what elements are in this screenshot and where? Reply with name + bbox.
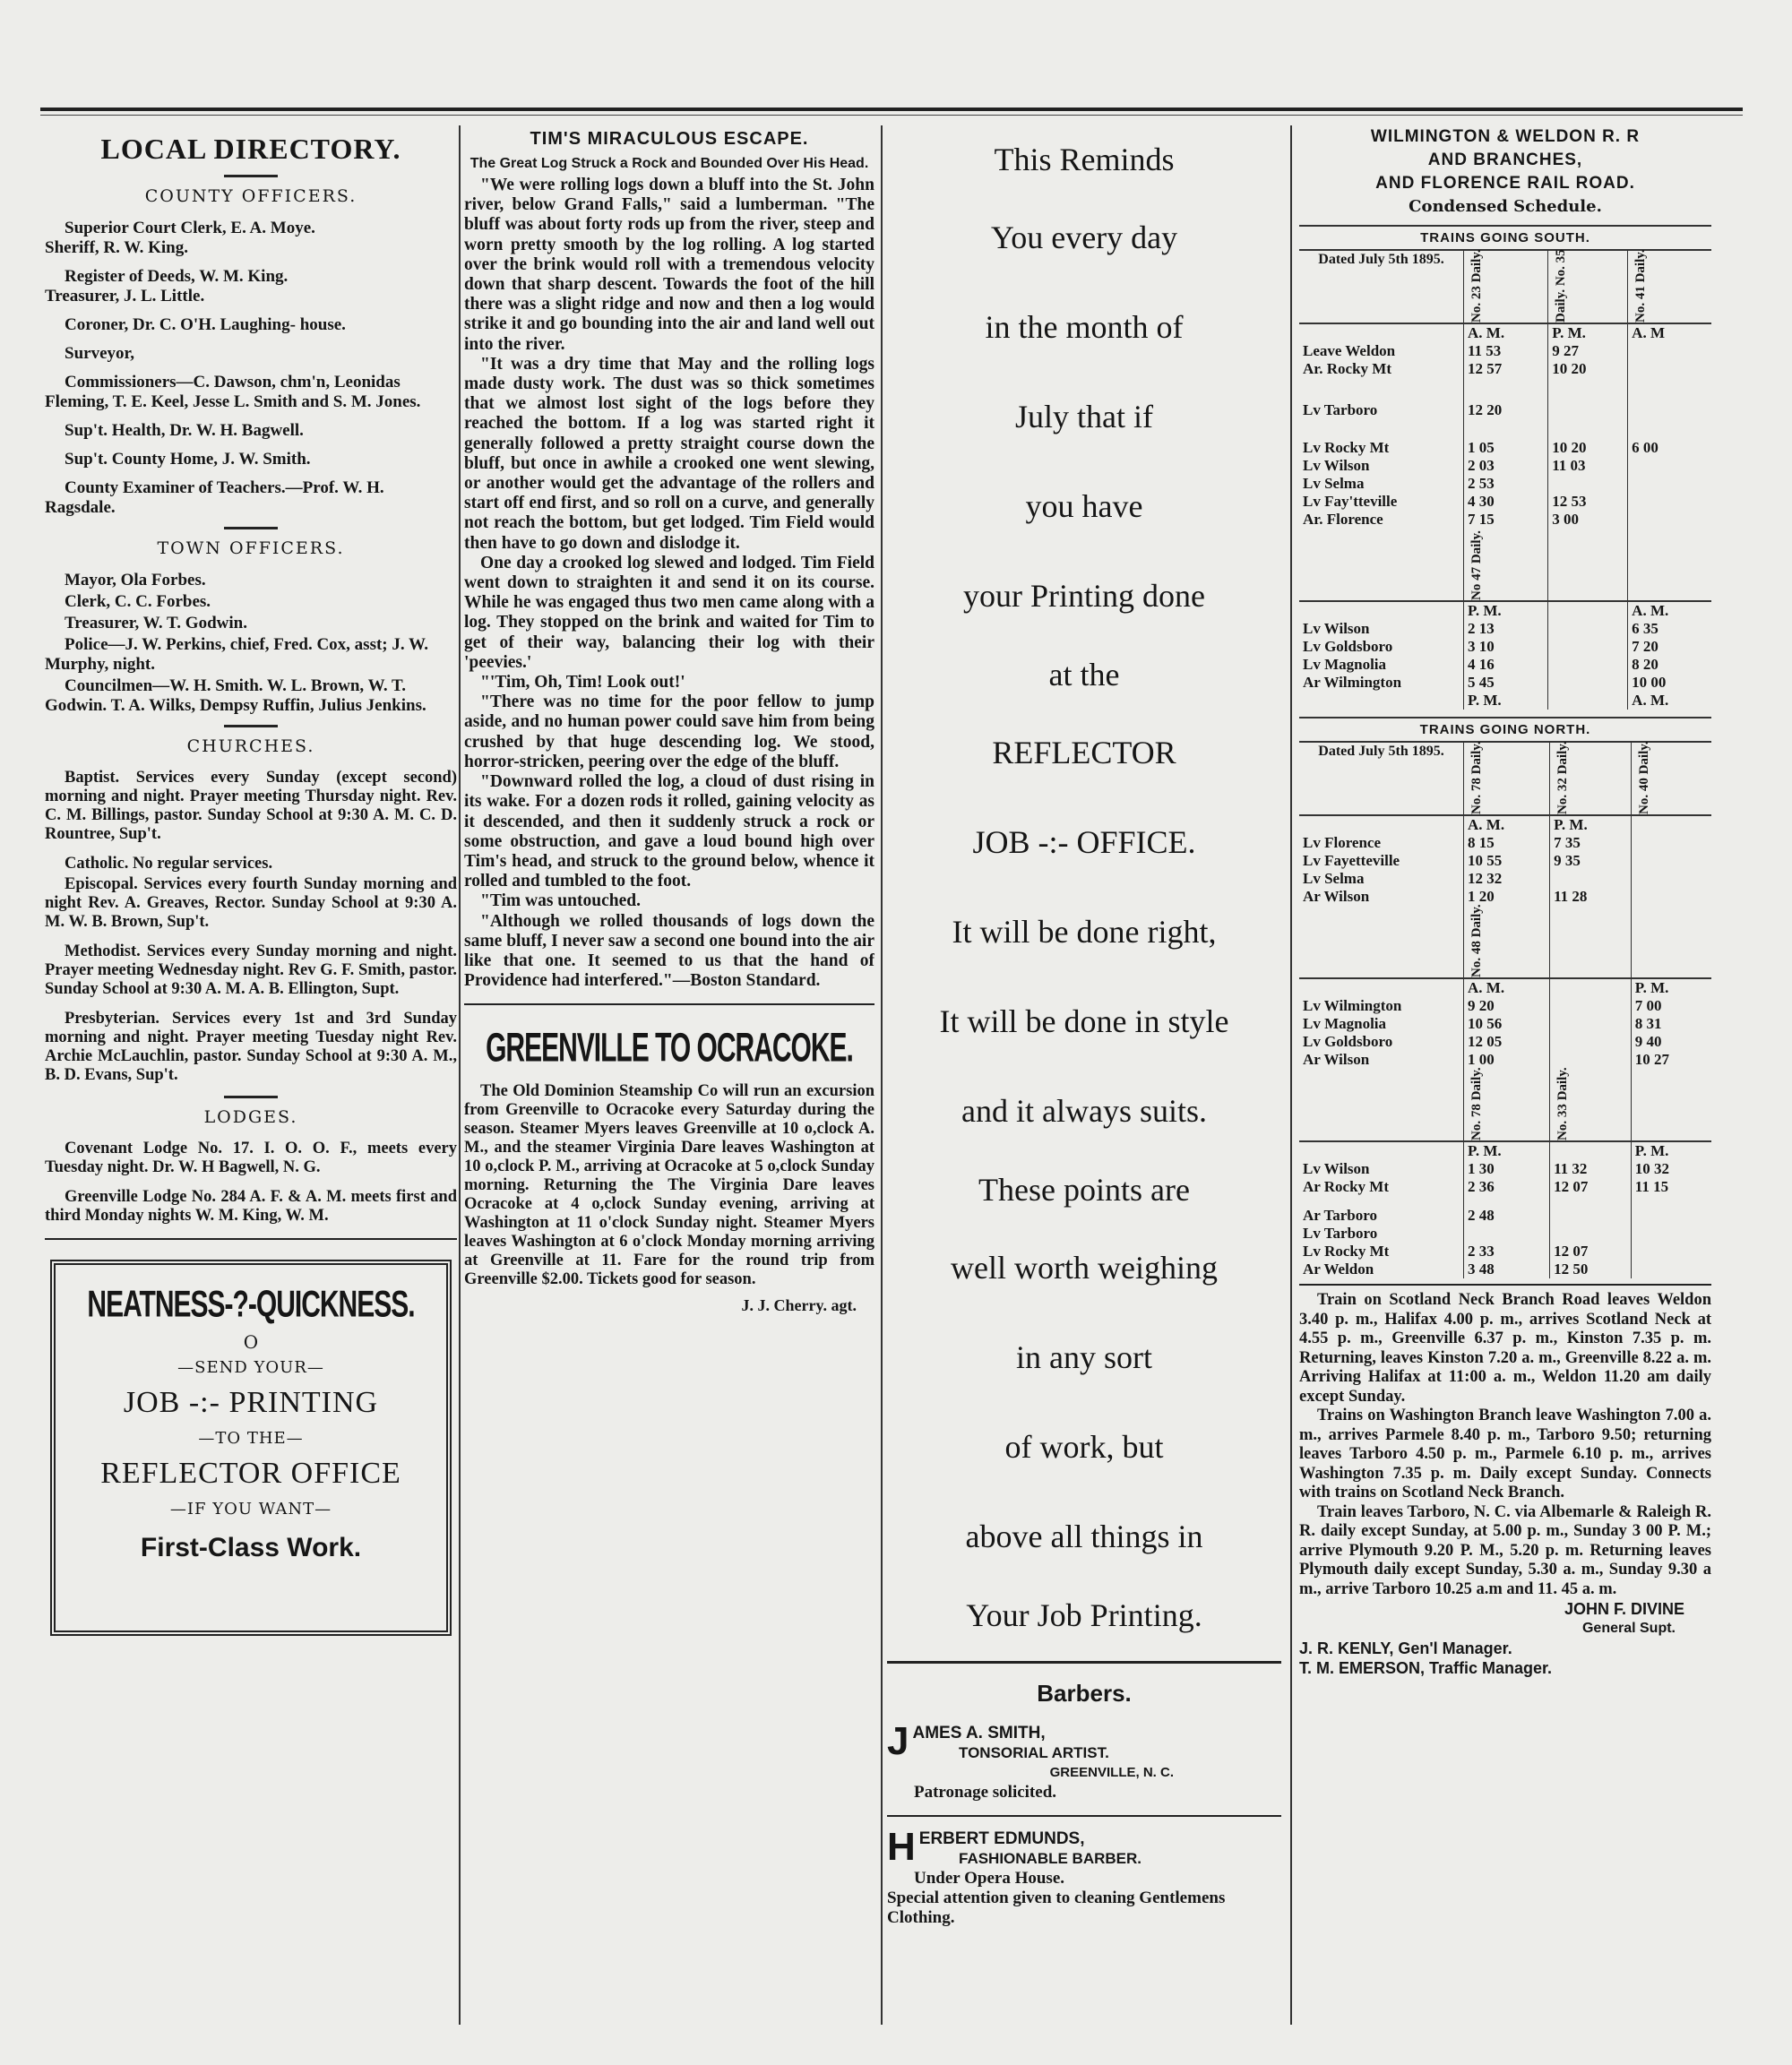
divider <box>1299 1284 1711 1286</box>
divider <box>887 1815 1281 1817</box>
column-divider-1 <box>459 125 461 2025</box>
county-entry: Superior Court Clerk, E. A. Moye. Sheriff, R. W. King. <box>45 219 315 257</box>
rr-note: Trains on Washington Branch leave Washington 7.00 a. m., arrives Parmele 8.40 p. m., Tarboro 9.50; returning leaves Tarboro 4.50 p. m., Parmele 6.10 p. m., arrives Washington 7.35 p. m. Daily except Sunday. Connects with trains on Scotland Neck Branch. <box>1299 1407 1711 1501</box>
table-row: Ar. Florence 7 15 3 00 <box>1299 511 1711 529</box>
table-row: Lv Wilmington 9 20 7 00 <box>1299 997 1711 1015</box>
divider <box>224 175 278 177</box>
table-row: Ar Wilmington 5 45 10 00 <box>1299 674 1711 692</box>
lodges-head: LODGES. <box>203 1107 298 1127</box>
reminder-line: at the <box>1048 656 1120 693</box>
reminder-column <box>887 125 1281 2025</box>
col-head: No. 40 Daily. <box>1631 743 1711 815</box>
ad-office: REFLECTOR OFFICE <box>100 1457 401 1490</box>
dated-cell: Dated July 5th 1895. <box>1299 743 1464 815</box>
table-row: Lv Tarboro <box>1299 1225 1711 1243</box>
table-row: Lv Fay'tteville 4 30 12 53 <box>1299 493 1711 511</box>
rr-signature: JOHN F. DIVINE <box>1564 1600 1684 1618</box>
reminder-line: in any sort <box>1016 1339 1152 1375</box>
table-row: Ar Wilson 1 00 10 27 <box>1299 1051 1711 1069</box>
trains-south-head: TRAINS GOING SOUTH. <box>1299 225 1711 251</box>
neatness-quickness-ad <box>50 1260 452 1636</box>
table-row: A. M. P. M. A. M <box>1299 323 1711 342</box>
table-row: Lv Goldsboro 3 10 7 20 <box>1299 638 1711 656</box>
table-row: P. M. A. M. <box>1299 692 1711 710</box>
table-row: Ar Rocky Mt 2 36 12 07 11 15 <box>1299 1178 1711 1196</box>
table-row: Lv Florence 8 15 7 35 <box>1299 834 1711 852</box>
reminder-line: above all things in <box>965 1519 1203 1554</box>
story-paragraph: One day a crooked log slewed and lodged. Tim Field went down to straighten it and send it on its course. While he was engaged thus two men came along with a log. They stopped on the brink and waited for Tim to get of their way, balancing their log with their 'peevies.' <box>464 553 874 672</box>
reminder-line: in the month of <box>985 309 1184 345</box>
divider <box>464 1003 874 1005</box>
town-officers-head: TOWN OFFICERS. <box>157 538 345 558</box>
table-row: A. M. P. M. <box>1299 978 1711 997</box>
top-rule <box>40 108 1743 111</box>
table-row: Ar Weldon 3 48 12 50 <box>1299 1261 1711 1278</box>
rr-title: AND BRANCHES, <box>1427 151 1583 169</box>
town-entry: Mayor, Ola Forbes. <box>65 571 206 589</box>
town-entry: Councilmen—W. H. Smith. W. L. Brown, W. T. Godwin. T. A. Wilks, Dempsy Ruffin, Julius Jenkins. <box>45 676 426 715</box>
story-subtitle: The Great Log Struck a Rock and Bounded Over His Head. <box>470 156 869 171</box>
edmunds-card: HERBERT EDMUNDS, FASHIONABLE BARBER. Under Opera House. Special attention given to cleaning Gentlemens Clothing. <box>887 1825 1226 1927</box>
table-row: Lv Rocky Mt 1 05 10 20 6 00 <box>1299 419 1711 457</box>
church-entry: Baptist. Services every Sunday (except second) morning and night. Prayer meeting Thursday night. Rev. C. M. Billings, pastor. Sunday School at 9:30 A. M. C. D. Rountree, Sup't. <box>45 769 457 843</box>
column-divider-3 <box>1290 125 1292 2025</box>
table-row: Lv Wilson 2 03 11 03 <box>1299 457 1711 475</box>
county-entry: Register of Deeds, W. M. King. Treasurer, J. L. Little. <box>45 267 289 305</box>
reminder-line: REFLECTOR <box>992 735 1176 770</box>
ad-first-class: First-Class Work. <box>140 1533 362 1562</box>
reminder-line: and it always suits. <box>961 1093 1207 1129</box>
col-head: Daily. No. 35 <box>1548 251 1628 323</box>
county-entry: Sup't. Health, Dr. W. H. Bagwell. <box>65 421 304 440</box>
table-row: Lv Selma 12 32 <box>1299 870 1711 888</box>
local-directory-column <box>45 125 457 2025</box>
story-paragraph: "'Tim, Oh, Tim! Look out!' <box>480 673 685 693</box>
reminder-line: your Printing done <box>963 578 1205 614</box>
col-head: No. 78 Daily. <box>1464 743 1550 815</box>
story-title: TIM'S MIRACULOUS ESCAPE. <box>530 129 809 149</box>
rr-subtitle: Condensed Schedule. <box>1409 197 1602 216</box>
rr-title: WILMINGTON & WELDON R. R <box>1370 127 1641 146</box>
col-head: No. 41 Daily. <box>1628 251 1711 323</box>
table-row: P. M. A. M. <box>1299 601 1711 620</box>
rr-signature-title: General Supt. <box>1581 1621 1676 1636</box>
story-paragraph: "It was a dry time that May and the rolling logs made dusty work. The dust was so thick sometimes that we almost lost sight of the logs before they reached the bottom. If a log was started right it generally followed a pretty straight course down the bluff, but once in awhile a crooked one went slewing, or another would get the advantage of the rollers and start off end first, and so roll on a curve, and generally not reach the bottom, but get lodged. Tim Field would then have to go down and dislodge it. <box>464 354 874 553</box>
ad-send: —SEND YOUR— <box>177 1358 324 1377</box>
story-column <box>464 125 874 2025</box>
rr-note: Train on Scotland Neck Branch Road leaves Weldon 3.40 p. m., Halifax 4.00 p. m., arrives Scotland Neck at 4.55 p. m., Greenville 6.37 p. m., Kinston 7.35 p. m. Returning, leaves Kinston 7.20 a. m., Greenville 8.22 a. m. Arriving Halifax at 11:00 a. m., Weldon 11.20 am daily except Sunday. <box>1299 1291 1711 1406</box>
ad-ornament: O <box>243 1331 259 1353</box>
table-row: Ar Tarboro 2 48 <box>1299 1196 1711 1225</box>
county-entry: County Examiner of Teachers.—Prof. W. H. Ragsdale. <box>45 478 384 517</box>
directory-title: LOCAL DIRECTORY. <box>100 133 401 165</box>
story-paragraph: "There was no time for the poor fellow to jump aside, and no human power could save him from being crushed by that huge descending log. We stood, horror-stricken, peering over the edge of the bluff. <box>464 693 874 771</box>
north-timetable <box>1299 743 1711 1278</box>
col-head: No. 23 Daily. <box>1464 251 1548 323</box>
reminder-line: July that if <box>1015 399 1153 435</box>
greenville-title: GREENVILLE TO OCRACOKE. <box>486 1026 853 1071</box>
table-row: Lv Tarboro 12 20 <box>1299 378 1711 419</box>
story-paragraph: "We were rolling logs down a bluff into the St. John river, below Grand Falls," said a lumberman. "The bluff was about forty rods up from the river, steep and worn pretty smooth by the log rolling. A log started over the brink would roll with a tremendous velocity down that sharp descent. Towards the foot of the hill there was a slight ridge and now and then a log would strike it and go bounding into the air and land well out into the river. <box>464 176 874 354</box>
rr-manager: J. R. KENLY, Gen'l Manager. <box>1299 1639 1512 1657</box>
reminder-line: You every day <box>990 219 1178 255</box>
ad-headline: NEATNESS-?-QUICKNESS. <box>87 1284 415 1326</box>
table-row: No. 78 Daily. No. 33 Daily. <box>1299 1069 1711 1141</box>
reminder-line: well worth weighing <box>951 1250 1218 1286</box>
town-entry: Treasurer, W. T. Godwin. <box>65 614 247 632</box>
table-row: P. M. P. M. <box>1299 1141 1711 1160</box>
ad-job-printing: JOB -:- PRINTING <box>123 1386 379 1419</box>
ad-want: —IF YOU WANT— <box>169 1500 332 1519</box>
table-row: Lv Wilson 2 13 6 35 <box>1299 620 1711 638</box>
county-entry: Surveyor, <box>65 344 134 363</box>
reminder-line: These points are <box>978 1171 1190 1208</box>
story-paragraph: "Tim was untouched. <box>480 891 641 911</box>
table-row: Lv Selma 2 53 <box>1299 475 1711 493</box>
table-row: No 47 Daily. <box>1299 529 1711 601</box>
story-paragraph: "Downward rolled the log, a cloud of dust rising in its wake. For a dozen rods it rolled, gaining velocity as it descended, and then it suddenly struck a rock or some obstruction, and gave a loud bound high over Tim's head, and struck to the ground below, whence it rolled and tumbled to the foot. <box>464 772 874 891</box>
reminder-line: This Reminds <box>994 141 1175 177</box>
divider <box>45 1238 457 1240</box>
county-entry: Sup't. County Home, J. W. Smith. <box>65 450 311 469</box>
church-entry: Methodist. Services every Sunday morning and night. Prayer meeting Wednesday night. Rev G. F. Smith, pastor. Sunday School at 9:30 A. M. A. B. Ellington, Supt. <box>45 942 457 998</box>
reminder-line: you have <box>1025 488 1143 524</box>
divider <box>224 1096 278 1098</box>
county-entry: Commissioners—C. Dawson, chm'n, Leonidas Fleming, T. E. Keel, Jesse L. Smith and S. M. Jones. <box>45 373 421 411</box>
south-timetable <box>1299 251 1711 710</box>
table-row: Lv Rocky Mt 2 33 12 07 <box>1299 1243 1711 1261</box>
lodge-entry: Greenville Lodge No. 284 A. F. & A. M. meets first and third Monday nights W. M. King, W. M. <box>45 1188 457 1225</box>
rr-note: Train leaves Tarboro, N. C. via Albemarle & Raleigh R. R. daily except Sunday, at 5.00 p. m., Sunday 3 00 P. M.; arrive Plymouth 9.20 P. M., 5.20 p. m. Returning leaves Plymouth daily except Sunday, 5.30 a. m., Sunday 9.30 a m., arrive Tarboro 10.25 a.m and 11. 45 a. m. <box>1299 1502 1711 1598</box>
reminder-line: It will be done in style <box>939 1003 1229 1039</box>
table-row: Lv Fayetteville 10 55 9 35 <box>1299 852 1711 870</box>
table-row: Lv Wilson 1 30 11 32 10 32 <box>1299 1160 1711 1178</box>
reminder-line: of work, but <box>1004 1429 1164 1465</box>
table-row: Ar Wilson 1 20 11 28 <box>1299 888 1711 906</box>
trains-north-head: TRAINS GOING NORTH. <box>1299 717 1711 743</box>
smith-card: JAMES A. SMITH, TONSORIAL ARTIST. GREENVILLE, N. C. Patronage solicited. <box>887 1719 1174 1802</box>
table-row: Leave Weldon 11 53 9 27 <box>1299 342 1711 360</box>
top-rule-thin <box>40 115 1743 116</box>
rr-traffic-manager: T. M. EMERSON, Traffic Manager. <box>1299 1659 1553 1677</box>
divider <box>887 1661 1281 1664</box>
col-head: No. 32 Daily. <box>1550 743 1632 815</box>
dated-cell: Dated July 5th 1895. <box>1299 251 1464 323</box>
church-entry: Catholic. No regular services. <box>65 855 273 873</box>
barbers-head: Barbers. <box>1037 1680 1132 1707</box>
divider <box>224 527 278 529</box>
column-divider-2 <box>881 125 883 2025</box>
table-row: No. 48 Daily. <box>1299 906 1711 978</box>
table-row: Ar. Rocky Mt 12 57 10 20 <box>1299 360 1711 378</box>
reminder-line: Your Job Printing. <box>966 1596 1202 1633</box>
greenville-signature: J. J. Cherry. agt. <box>741 1296 857 1315</box>
churches-head: CHURCHES. <box>186 736 315 756</box>
church-entry: Episcopal. Services every fourth Sunday morning and night Rev. A. Greaves, Rector. Sunday School at 9:30 A. M. W. B. Brown, Sup't. <box>45 875 457 931</box>
ad-to: —TO THE— <box>198 1429 304 1448</box>
county-officers-head: COUNTY OFFICERS. <box>144 186 358 206</box>
lodge-entry: Covenant Lodge No. 17. I. O. O. F., meets every Tuesday night. Dr. W. H Bagwell, N. G. <box>45 1140 457 1176</box>
story-paragraph: "Although we rolled thousands of logs down the same bluff, I never saw a second one bound into the air like that one. It seemed to us that the hand of Providence had interfered."—Boston Standard. <box>464 911 874 991</box>
church-entry: Presbyterian. Services every 1st and 3rd Sunday morning and night. Prayer meeting Tuesday night Rev. Archie McLauchlin, pastor. Sunday School at 9:30 A. M., B. D. Evans, Sup't. <box>45 1010 457 1084</box>
town-entry: Police—J. W. Perkins, chief, Fred. Cox, asst; J. W. Murphy, night. <box>45 635 429 674</box>
reminder-line: JOB -:- OFFICE. <box>972 824 1196 860</box>
reminder-line: It will be done right, <box>952 914 1217 950</box>
greenville-body: The Old Dominion Steamship Co will run an excursion from Greenville to Ocracoke every Saturday during the season. Steamer Myers leaves Greenville at 10 o,clock A. M., and the steamer Virginia Dare leaves Washington at 10 o,clock P. M., arriving at Ocracoke at 5 o,clock Sunday morning. Returning the The Virginia Dare leaves Ocracoke at 4 o,clock Sunday evening, arriving at Washington at 11 o'clock Sunday night. Steamer Myers leaves Washington at 6 o'clock Monday morning arriving at Greenville at 11. Fare for the round trip from Greenville $2.00. Tickets good for season. <box>464 1082 874 1289</box>
table-row: Lv Magnolia 4 16 8 20 <box>1299 656 1711 674</box>
table-row: Lv Magnolia 10 56 8 31 <box>1299 1015 1711 1033</box>
county-entry: Coroner, Dr. C. O'H. Laughing- house. <box>65 315 346 334</box>
rr-title: AND FLORENCE RAIL ROAD. <box>1375 174 1635 193</box>
table-row: Lv Goldsboro 12 05 9 40 <box>1299 1033 1711 1051</box>
railroad-column <box>1299 125 1711 2025</box>
table-row: A. M. P. M. <box>1299 815 1711 834</box>
town-entry: Clerk, C. C. Forbes. <box>65 592 211 611</box>
divider <box>224 725 278 727</box>
